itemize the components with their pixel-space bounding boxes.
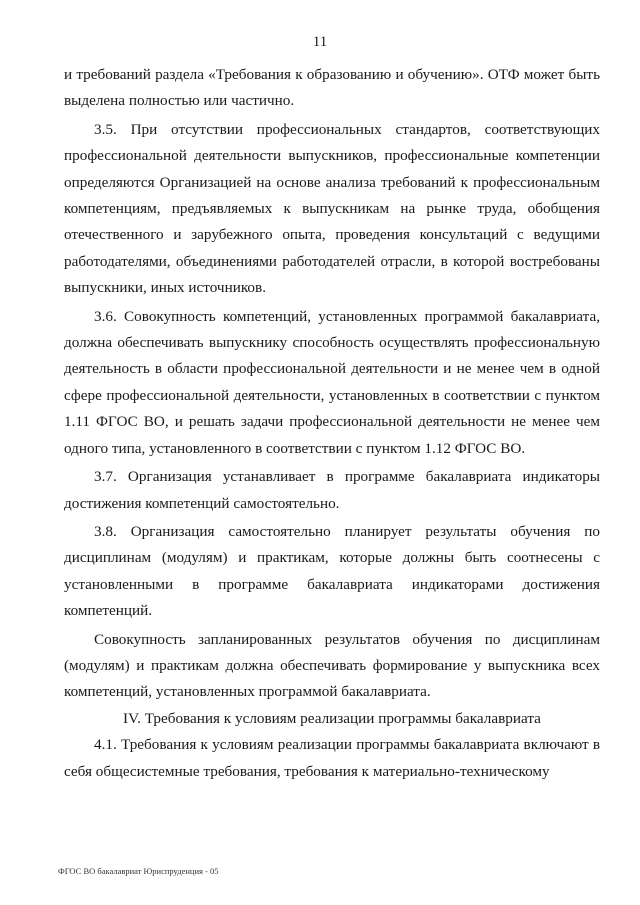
body-text <box>64 62 600 785</box>
paragraph-3-7: 3.7. Организация устанавливает в программе бакалавриата индикаторы достижения компетенций самостоятельно. <box>64 468 600 512</box>
paragraph-3-6: 3.6. Совокупность компетенций, установленных программой бакалавриата, должна обеспечивать выпускнику способность осуществлять профессиональную деятельность в области профессиональной деятельности и не менее чем в одной сфере профессиональной деятельности, установленных в соответствии с пунктом 1.11 ФГОС ВО, и решать задачи профессиональной деятельности не менее чем одного типа, установленного в соответствии с пунктом 1.12 ФГОС ВО. <box>64 307 600 457</box>
page-number: 11 <box>312 34 328 50</box>
paragraph-3-8: 3.8. Организация самостоятельно планирует результаты обучения по дисциплинам (модулям) и практикам, которые должны быть соотнесены с установленными в программе бакалавриата индикаторами достижения компетенций. <box>64 522 600 620</box>
paragraph-continuation: и требований раздела «Требования к образованию и обучению». ОТФ может быть выделена полностью или частично. <box>64 66 600 110</box>
page-footer: ФГОС ВО бакалавриат Юриспруденция - 05 <box>58 866 219 876</box>
section-heading-iv: IV. Требования к условиям реализации программы бакалавриата <box>123 709 541 727</box>
paragraph-3-5: 3.5. При отсутствии профессиональных стандартов, соответствующих профессиональной деятельности выпускников, профессиональные компетенции определяются Организацией на основе анализа требований к профессиональным компетенциям, предъявляемых к выпускникам на рынке труда, обобщения отечественного и зарубежного опыта, проведения консультаций с ведущими работодателями, объединениями работодателей отрасли, в которой востребованы выпускники, иных источников. <box>64 120 600 297</box>
paragraph-3-8-continued: Совокупность запланированных результатов обучения по дисциплинам (модулям) и практикам должна обеспечивать формирование у выпускника всех компетенций, установленных программой бакалавриата. <box>64 630 600 701</box>
paragraph-4-1: 4.1. Требования к условиям реализации программы бакалавриата включают в себя общесистемные требования, требования к материально-техническому <box>64 736 600 780</box>
